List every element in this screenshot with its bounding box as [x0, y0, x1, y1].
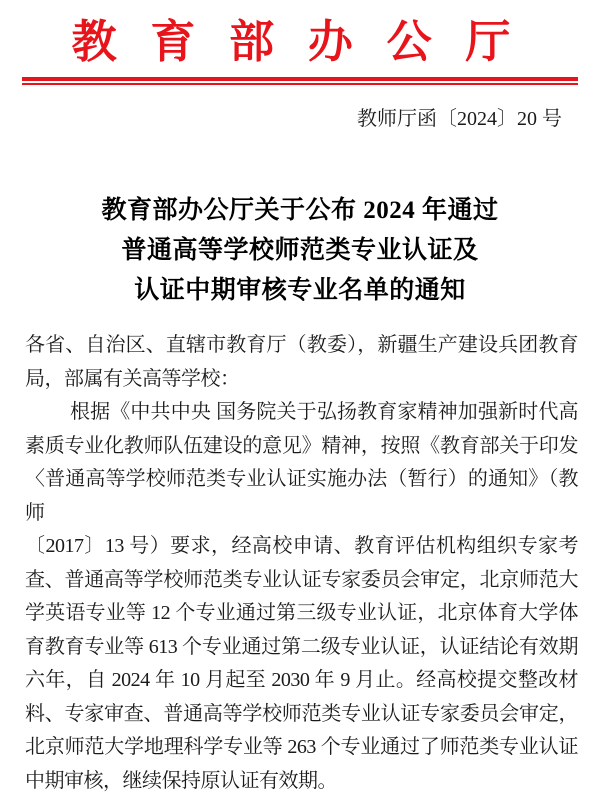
body-line: 北京师范大学地理科学专业等 263 个专业通过了师范类专业认证 [25, 731, 578, 765]
letterhead-divider [22, 77, 578, 85]
body-line: 素质专业化教师队伍建设的意见》精神，按照《教育部关于印发 [25, 430, 578, 464]
body-line: 〔2017〕13 号）要求，经高校申请、教育评估机构组织专家考 [25, 530, 578, 564]
body-line: 根据《中共中央 国务院关于弘扬教育家精神加强新时代高 [25, 396, 578, 430]
body-line: 〈普通高等学校师范类专业认证实施办法（暂行）的通知》（教师 [25, 463, 578, 530]
document-page [0, 14, 600, 781]
body-line: 学英语专业等 12 个专业通过第三级专业认证，北京体育大学体 [25, 597, 578, 631]
body-line: 料、专家审查、普通高等学校师范类专业认证专家委员会审定， [25, 698, 578, 732]
body-line: 查、普通高等学校师范类专业认证专家委员会审定，北京师范大 [25, 564, 578, 598]
body-line: 各省、自治区、直辖市教育厅（教委），新疆生产建设兵团教育 [25, 329, 578, 363]
notice-title-line-2: 普通高等学校师范类专业认证及 [0, 231, 600, 271]
notice-body [0, 329, 600, 798]
body-line: 六年，自 2024 年 10 月起至 2030 年 9 月止。经高校提交整改材 [25, 664, 578, 698]
body-line: 育教育专业等 613 个专业通过第二级专业认证，认证结论有效期 [25, 631, 578, 665]
notice-title-line-3: 认证中期审核专业名单的通知 [0, 271, 600, 311]
notice-title [0, 191, 600, 311]
notice-title-line-1: 教育部办公厅关于公布 2024 年通过 [0, 191, 600, 231]
doc-number: 教师厅函〔2024〕20 号 [0, 104, 600, 134]
body-line: 局，部属有关高等学校： [25, 363, 578, 397]
letterhead-org-name: 教育部办公厅 [0, 14, 600, 70]
body-line: 中期审核，继续保持原认证有效期。 [25, 765, 578, 798]
